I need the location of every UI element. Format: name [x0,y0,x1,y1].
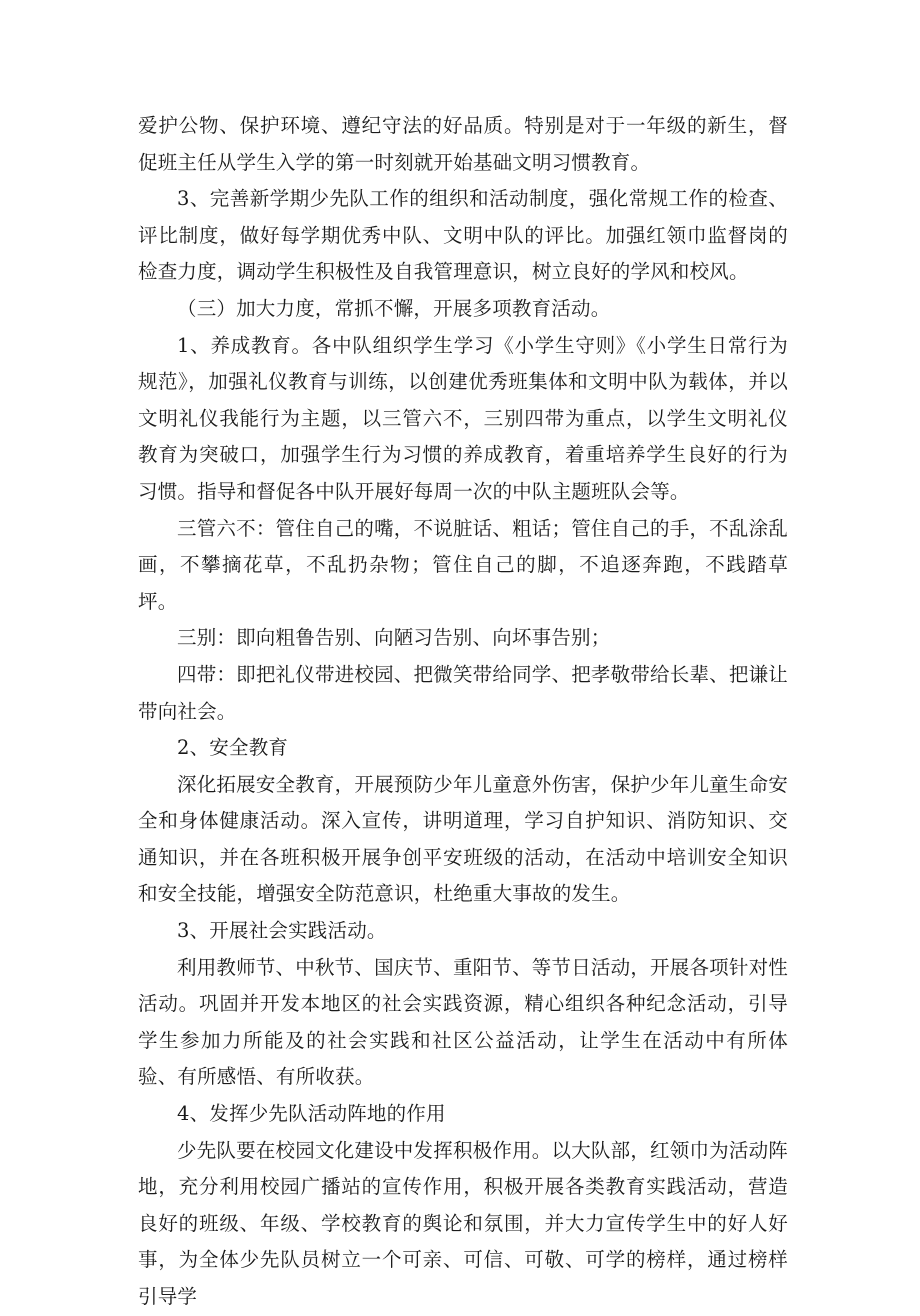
paragraph: 三别：即向粗鲁告别、向陋习告别、向坏事告别； [177,626,611,650]
paragraph: 利用教师节、中秋节、国庆节、重阳节、等节日活动，开展各项针对性活动。巩固并开发本地区的社会实践资源，精心组织各种纪念活动，引导学生参加力所能及的社会实践和社区公益活动，让学生在活动中有所体验、有所感悟、有所收获。 [138,955,788,1089]
paragraph: 少先队要在校园文化建设中发挥积极作用。以大队部，红领巾为活动阵地，充分利用校园广播站的宣传作用，积极开展各类教育实践活动，营造良好的班级、年级、学校教育的舆论和氛围，并大力宣传学生中的好人好事，为全体少先队员树立一个可亲、可信、可敬、可学的榜样，通过榜样引导学 [138,1138,788,1308]
document-body [138,108,788,1316]
paragraph: 1、养成教育。各中队组织学生学习《小学生守则》《小学生日常行为规范》，加强礼仪教育与训练，以创建优秀班集体和文明中队为载体，并以文明礼仪我能行为主题，以三管六不，三别四带为重点，以学生文明礼仪教育为突破口，加强学生行为习惯的养成教育，着重培养学生良好的行为习惯。指导和督促各中队开展好每周一次的中队主题班队会等。 [138,333,788,503]
subsection-heading: 2、安全教育 [177,736,289,760]
paragraph: 三管六不：管住自己的嘴，不说脏话、粗话；管住自己的手，不乱涂乱画，不攀摘花草，不乱扔杂物；管住自己的脚，不追逐奔跑，不践踏草坪。 [138,516,788,613]
section-heading: （三）加大力度，常抓不懈，开展多项教育活动。 [177,296,611,320]
subsection-heading: 3、开展社会实践活动。 [177,919,387,943]
paragraph: 爱护公物、保护环境、遵纪守法的好品质。特别是对于一年级的新生，督促班主任从学生入学的第一时刻就开始基础文明习惯教育。 [138,114,788,174]
paragraph: 四带：即把礼仪带进校园、把微笑带给同学、把孝敬带给长辈、把谦让带向社会。 [138,662,788,723]
paragraph: 深化拓展安全教育，开展预防少年儿童意外伤害，保护少年儿童生命安全和身体健康活动。深入宣传，讲明道理，学习自护知识、消防知识、交通知识，并在各班积极开展争创平安班级的活动，在活动中培训安全知识和安全技能，增强安全防范意识，杜绝重大事故的发生。 [138,772,788,906]
paragraph: 3、完善新学期少先队工作的组织和活动制度，强化常规工作的检查、评比制度，做好每学期优秀中队、文明中队的评比。加强红领巾监督岗的检查力度，调动学生积极性及自我管理意识，树立良好的学风和校风。 [138,187,788,284]
subsection-heading: 4、发挥少先队活动阵地的作用 [177,1102,446,1126]
